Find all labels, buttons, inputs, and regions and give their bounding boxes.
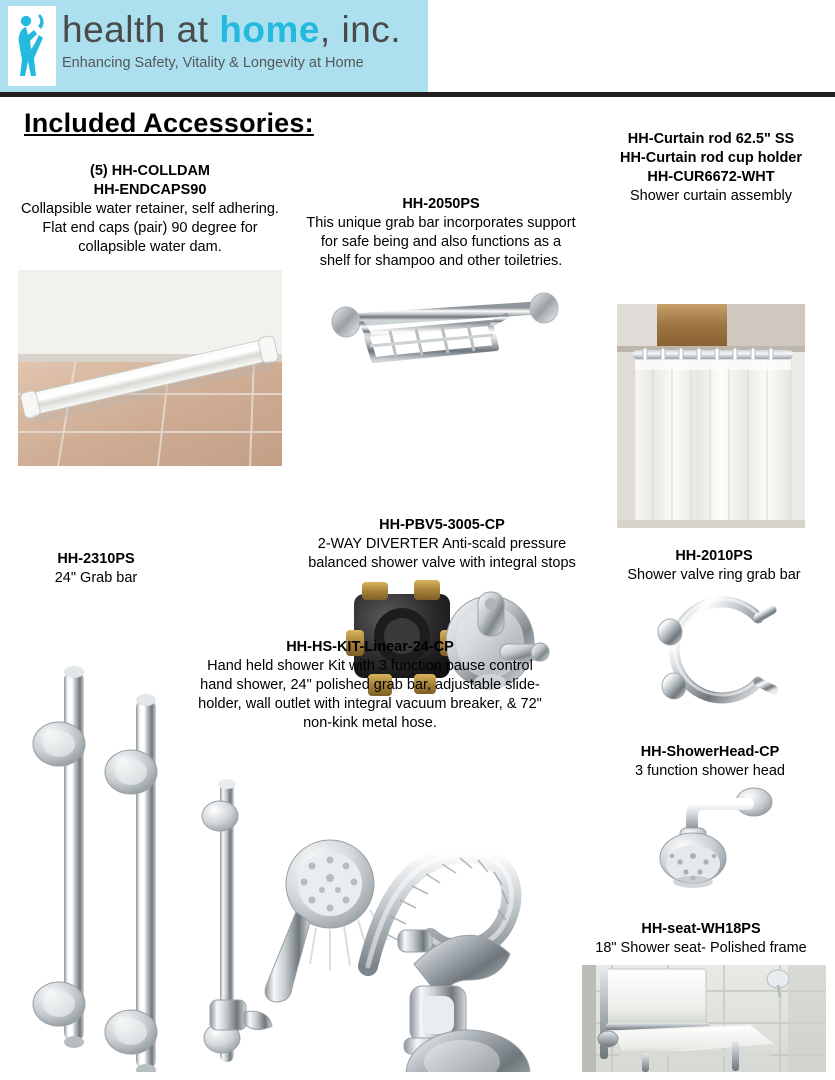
item-curtain-text bbox=[592, 130, 830, 206]
grab-bar-shelf-photo bbox=[330, 290, 566, 378]
person-figure-logo-icon bbox=[8, 6, 56, 86]
item-pbv5-desc: 2-WAY DIVERTER Anti-scald pressure balanced shower valve with integral stops bbox=[308, 536, 576, 571]
shower-head-photo bbox=[630, 784, 796, 914]
item-seat-text bbox=[570, 920, 832, 958]
item-colldam-text bbox=[18, 162, 282, 257]
brand-tagline: Enhancing Safety, Vitality & Longevity at Home bbox=[62, 55, 364, 71]
straight-grab-bar-photo bbox=[14, 592, 200, 1072]
document-body bbox=[0, 92, 835, 1075]
brand-wordmark bbox=[62, 8, 442, 86]
shower-curtain-photo bbox=[617, 304, 805, 528]
page-title: Included Accessories: bbox=[24, 108, 314, 138]
item-curtain-code-1: HH-Curtain rod 62.5" SS bbox=[627, 131, 795, 147]
item-seat-code: HH-seat-WH18PS bbox=[641, 921, 761, 937]
item-showerhead-code: HH-ShowerHead-CP bbox=[640, 744, 780, 760]
brand-title-part3: , inc. bbox=[319, 9, 402, 50]
item-pbv5-text bbox=[296, 516, 588, 573]
item-colldam-desc: Collapsible water retainer, self adhering. Flat end caps (pair) 90 degree for collapsible water dam. bbox=[21, 201, 279, 255]
item-hskit-code: HH-HS-KIT-Linear-24-CP bbox=[286, 639, 454, 655]
item-2050ps-desc: This unique grab bar incorporates support for safe being and also functions as a shelf for shampoo and other toiletries. bbox=[306, 215, 576, 269]
hand-shower-kit-photo bbox=[196, 752, 540, 1072]
brand-title bbox=[62, 8, 442, 52]
item-colldam-code-2: HH-ENDCAPS90 bbox=[93, 182, 207, 198]
page-header bbox=[0, 0, 835, 92]
item-seat-desc: 18" Shower seat- Polished frame bbox=[595, 940, 807, 956]
item-curtain-code-2: HH-Curtain rod cup holder bbox=[619, 150, 803, 166]
item-curtain-code-3: HH-CUR6672-WHT bbox=[647, 169, 775, 185]
item-2310ps-text bbox=[6, 550, 186, 588]
item-hskit-text bbox=[196, 638, 544, 733]
shower-seat-photo bbox=[582, 965, 826, 1072]
item-pbv5-code: HH-PBV5-3005-CP bbox=[379, 517, 505, 533]
item-showerhead-text bbox=[590, 743, 830, 781]
brand-title-accent: home bbox=[219, 9, 320, 50]
item-2010ps-text bbox=[600, 547, 828, 585]
item-2310ps-desc: 24" Grab bar bbox=[54, 570, 138, 586]
item-curtain-desc: Shower curtain assembly bbox=[630, 188, 792, 204]
item-hskit-desc: Hand held shower Kit with 3 function pause control hand shower, 24" polished grab bar, adjustable slide-holder, wall outlet with integral vacuum breaker, & 72" non-kink metal hose. bbox=[198, 658, 542, 731]
item-2010ps-code: HH-2010PS bbox=[675, 548, 753, 564]
item-2310ps-code: HH-2310PS bbox=[57, 551, 135, 567]
item-colldam-code-1: (5) HH-COLLDAM bbox=[89, 163, 210, 179]
water-dam-photo bbox=[18, 270, 282, 466]
item-showerhead-desc: 3 function shower head bbox=[635, 763, 785, 779]
item-2010ps-desc: Shower valve ring grab bar bbox=[627, 567, 801, 583]
item-2050ps-text bbox=[305, 195, 577, 271]
brand-title-part1: health at bbox=[62, 9, 220, 50]
item-2050ps-code: HH-2050PS bbox=[402, 196, 480, 212]
ring-grab-bar-photo bbox=[640, 590, 792, 710]
